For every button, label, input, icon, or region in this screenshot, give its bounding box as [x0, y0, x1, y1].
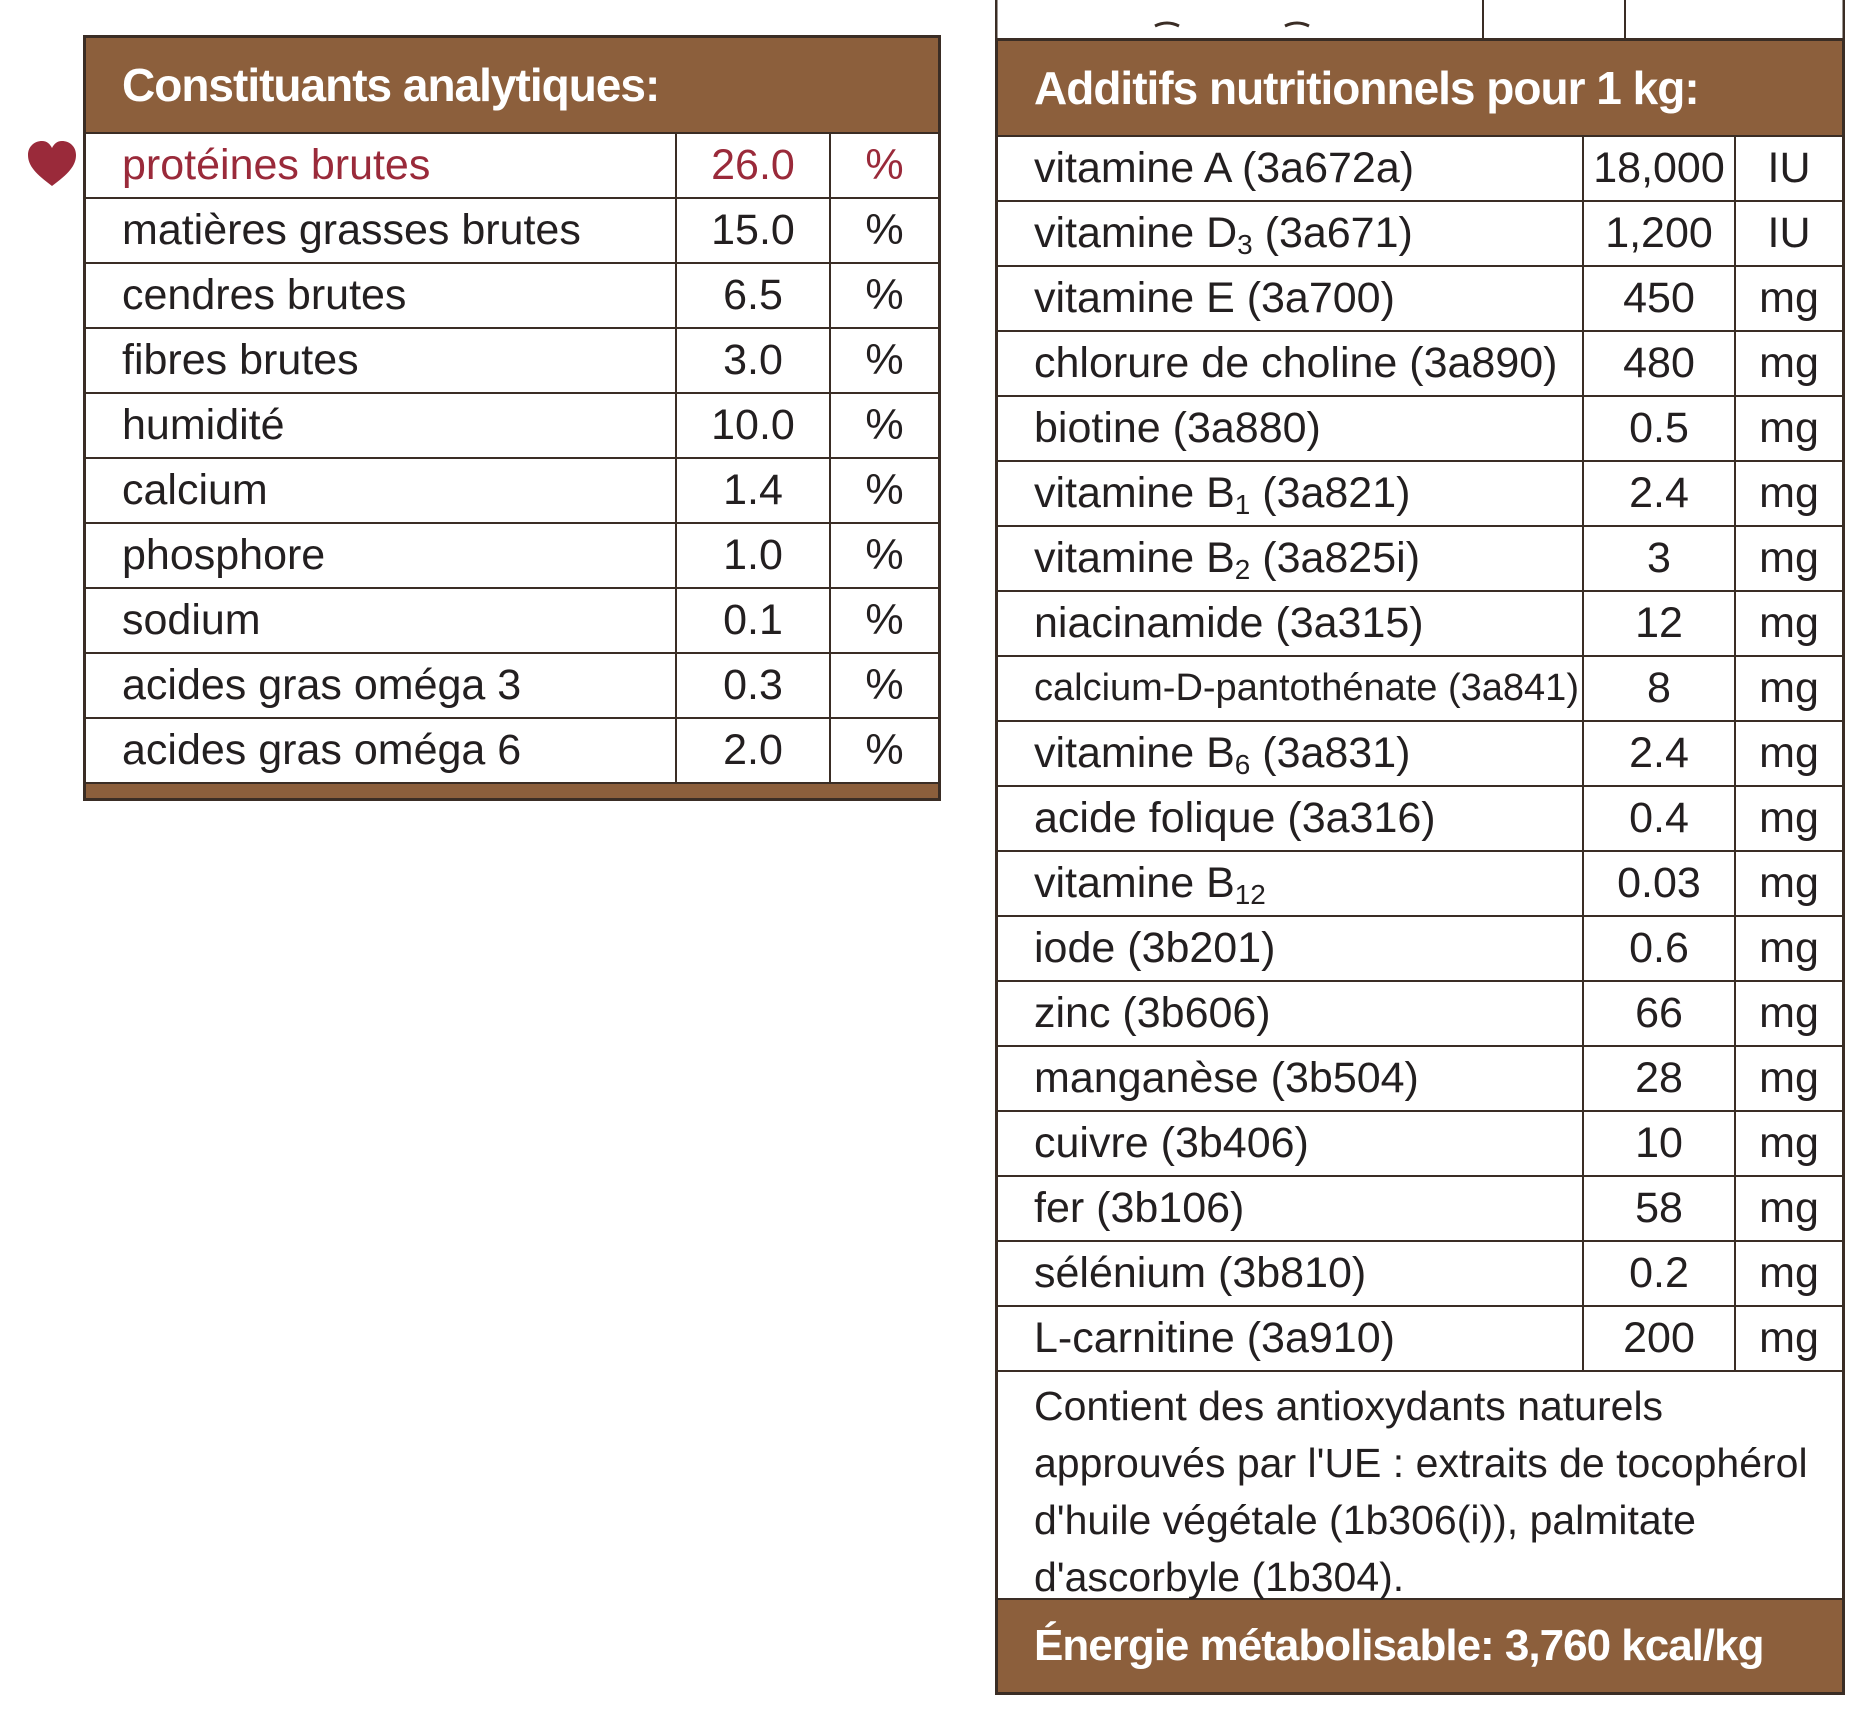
nutrient-value: 6.5 — [676, 263, 830, 328]
nutrient-name: calcium-D-pantothénate (3a841) — [998, 656, 1583, 721]
nutrient-value: 200 — [1583, 1306, 1735, 1370]
nutrient-value: 2.4 — [1583, 721, 1735, 786]
nutrient-name: vitamine $B_6$ (3a831) — [998, 721, 1583, 786]
nutrient-value: 10.0 — [676, 393, 830, 458]
nutrient-value: 0.2 — [1583, 1241, 1735, 1306]
nutrient-name: cuivre (3b406) — [998, 1111, 1583, 1176]
nutrient-value: 0.3 — [676, 653, 830, 718]
nutrient-name: vitamine $B_2$ (3a825i) — [998, 526, 1583, 591]
nutrient-name: sélénium (3b810) — [998, 1241, 1583, 1306]
table-row — [998, 916, 1842, 981]
nutrient-unit: mg — [1735, 851, 1842, 916]
nutrient-unit: mg — [1735, 656, 1842, 721]
nutrient-name: calcium — [86, 458, 676, 523]
nutrient-name: L-carnitine (3a910) — [998, 1306, 1583, 1370]
table-row — [86, 328, 938, 393]
nutrient-name: protéines brutes — [86, 133, 676, 198]
table-row — [998, 786, 1842, 851]
nutrient-unit: IU — [1735, 201, 1842, 266]
table-row — [998, 721, 1842, 786]
nutrient-value: 0.6 — [1583, 916, 1735, 981]
table-row — [998, 851, 1842, 916]
analytical-constituents-table — [83, 35, 941, 801]
nutrient-value: 10 — [1583, 1111, 1735, 1176]
nutrient-name: biotine (3a880) — [998, 396, 1583, 461]
nutrient-name: chlorure de choline (3a890) — [998, 331, 1583, 396]
table-row — [998, 1111, 1842, 1176]
nutrient-unit: % — [830, 133, 938, 198]
table-row — [998, 1241, 1842, 1306]
nutrient-unit: mg — [1735, 591, 1842, 656]
nutrient-unit: mg — [1735, 1111, 1842, 1176]
nutrient-unit: mg — [1735, 721, 1842, 786]
nutrient-value: 28 — [1583, 1046, 1735, 1111]
nutrient-name: niacinamide (3a315) — [998, 591, 1583, 656]
nutrient-unit: mg — [1735, 981, 1842, 1046]
antioxidants-note: Contient des antioxydants naturels approuvés par l'UE : extraits de tocophérol d'huile végétale (1b306(i)), palmitate d'ascorbyle (1b304). — [998, 1370, 1842, 1598]
table-row — [998, 1306, 1842, 1370]
table-row — [86, 653, 938, 718]
table-row — [998, 526, 1842, 591]
nutrient-value: 450 — [1583, 266, 1735, 331]
nutrient-unit: mg — [1735, 461, 1842, 526]
nutrient-unit: mg — [1735, 1176, 1842, 1241]
metabolizable-energy: Énergie métabolisable: 3,760 kcal/kg — [998, 1598, 1842, 1692]
table-row — [998, 656, 1842, 721]
nutrient-name: vitamine $B_1$ (3a821) — [998, 461, 1583, 526]
table-row — [86, 198, 938, 263]
nutrient-unit: % — [830, 588, 938, 653]
table-row — [998, 461, 1842, 526]
nutrient-unit: mg — [1735, 331, 1842, 396]
nutrient-unit: % — [830, 328, 938, 393]
table-row — [998, 136, 1842, 201]
nutrient-value: 0.1 — [676, 588, 830, 653]
nutrient-value: 0.4 — [1583, 786, 1735, 851]
nutrient-name: cendres brutes — [86, 263, 676, 328]
nutrient-unit: % — [830, 198, 938, 263]
nutrient-unit: % — [830, 458, 938, 523]
nutrient-unit: IU — [1735, 136, 1842, 201]
nutrient-unit: % — [830, 393, 938, 458]
nutrient-value: 1,200 — [1583, 201, 1735, 266]
table-row — [86, 588, 938, 653]
nutrient-unit: mg — [1735, 916, 1842, 981]
nutrient-name: acides gras oméga 3 — [86, 653, 676, 718]
nutrient-name: sodium — [86, 588, 676, 653]
nutrient-unit: mg — [1735, 1306, 1842, 1370]
nutrient-value: 2.0 — [676, 718, 830, 782]
table-row — [86, 718, 938, 782]
nutritional-additives-header: Additifs nutritionnels pour 1 kg: — [998, 41, 1842, 135]
table-row — [86, 458, 938, 523]
nutrient-name: humidité — [86, 393, 676, 458]
table-row — [998, 396, 1842, 461]
nutrient-value: 3 — [1583, 526, 1735, 591]
analytical-constituents-header: Constituants analytiques: — [86, 38, 938, 132]
nutrient-unit: mg — [1735, 786, 1842, 851]
table-row — [86, 133, 938, 198]
table-row — [998, 266, 1842, 331]
nutrient-unit: mg — [1735, 1241, 1842, 1306]
nutrient-name: iode (3b201) — [998, 916, 1583, 981]
nutrient-value: 2.4 — [1583, 461, 1735, 526]
nutrient-value: 480 — [1583, 331, 1735, 396]
nutrient-name: fer (3b106) — [998, 1176, 1583, 1241]
nutrient-value: 1.4 — [676, 458, 830, 523]
table-row — [998, 1176, 1842, 1241]
nutrient-name: zinc (3b606) — [998, 981, 1583, 1046]
nutrient-name: phosphore — [86, 523, 676, 588]
table-row — [86, 263, 938, 328]
table-row — [998, 331, 1842, 396]
table-row — [998, 1046, 1842, 1111]
nutrient-value: 58 — [1583, 1176, 1735, 1241]
nutrient-unit: % — [830, 653, 938, 718]
nutrient-value: 15.0 — [676, 198, 830, 263]
nutrient-unit: % — [830, 263, 938, 328]
table-footer-bar — [86, 782, 938, 798]
nutrient-unit: mg — [1735, 1046, 1842, 1111]
nutrient-unit: mg — [1735, 526, 1842, 591]
nutrient-value: 66 — [1583, 981, 1735, 1046]
nutrient-unit: % — [830, 523, 938, 588]
nutrient-name: matières grasses brutes — [86, 198, 676, 263]
table-row — [86, 393, 938, 458]
nutrient-name: vitamine E (3a700) — [998, 266, 1583, 331]
cropped-previous-row — [995, 0, 1845, 38]
nutrient-value: 1.0 — [676, 523, 830, 588]
nutrient-name: vitamine A (3a672a) — [998, 136, 1583, 201]
nutrient-value: 12 — [1583, 591, 1735, 656]
table-row — [998, 201, 1842, 266]
table-row — [86, 523, 938, 588]
nutrient-name: vitamine $B_{12}$ — [998, 851, 1583, 916]
nutrient-unit: mg — [1735, 396, 1842, 461]
table-row — [998, 981, 1842, 1046]
nutrient-value: 3.0 — [676, 328, 830, 393]
nutrient-value: 18,000 — [1583, 136, 1735, 201]
nutrient-name: fibres brutes — [86, 328, 676, 393]
nutrient-name: acides gras oméga 6 — [86, 718, 676, 782]
nutrient-value: 0.5 — [1583, 396, 1735, 461]
nutrient-value: 8 — [1583, 656, 1735, 721]
nutrient-unit: mg — [1735, 266, 1842, 331]
nutrient-name: vitamine $D_3$ (3a671) — [998, 201, 1583, 266]
nutrient-unit: % — [830, 718, 938, 782]
nutrient-value: 26.0 — [676, 133, 830, 198]
nutrient-name: acide folique (3a316) — [998, 786, 1583, 851]
heart-icon — [26, 140, 78, 188]
nutrient-value: 0.03 — [1583, 851, 1735, 916]
nutrient-name: manganèse (3b504) — [998, 1046, 1583, 1111]
nutritional-additives-table — [995, 38, 1845, 1695]
table-row — [998, 591, 1842, 656]
